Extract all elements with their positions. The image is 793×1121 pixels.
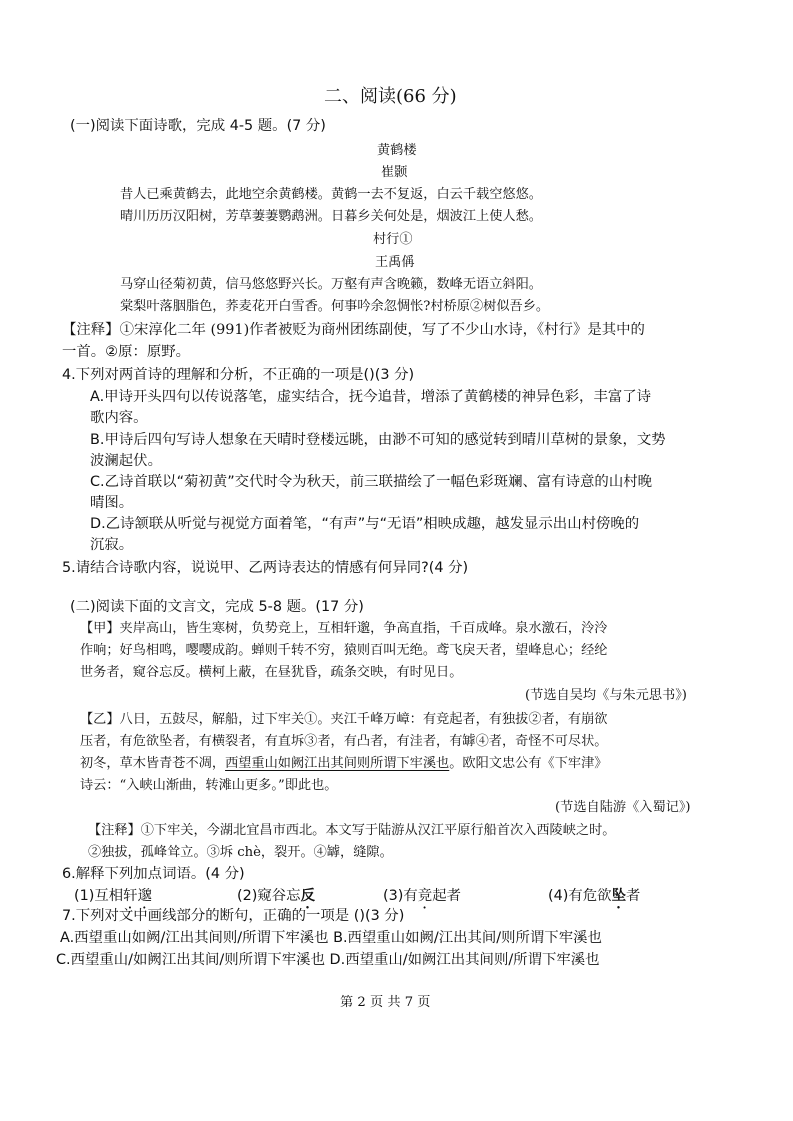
passage-yi-line: 压者，有危欲坠者，有横裂者，有直坼③者，有凸者，有洼者，有罅④者，奇怪不可尽状。 — [80, 734, 608, 749]
dotted-word: 坠 — [611, 888, 626, 904]
passage-jia-line: 作响；好鸟相鸣，嘤嘤成韵。蝉则千转不穷，猿则百叫无绝。鸢飞戾天者，望峰息心；经纶 — [80, 643, 608, 658]
section-title: 二、阅读(66 分) — [324, 86, 457, 107]
underlined-sentence: 西望重山如阙江出其间则所谓下牢溪也 — [225, 756, 450, 771]
poem-section-heading: (一)阅读下面诗歌，完成 4-5 题。(7 分) — [70, 118, 326, 134]
question-7-options-row: C.西望重山/如阙江出其间/则所谓下牢溪也 D.西望重山/如阙江出其间则/所谓下牢溪也 — [56, 952, 600, 968]
poem2-title: 村行① — [373, 232, 413, 247]
passage-yi-source: (节选自陆游《入蜀记》) — [555, 800, 691, 815]
question-4-option-a-cont: 歌内容。 — [90, 410, 148, 426]
poem-note: 【注释】①宋淳化二年 (991)作者被贬为商州团练副使，写了不少山水诗，《村行》是其中的 — [62, 322, 645, 338]
question-6-item-4 — [548, 886, 640, 912]
passage-yi-line: 诗云：“入峡山渐曲，转滩山更多。”即此也。 — [80, 778, 338, 793]
question-7-stem: 7.下列对文中画线部分的断句，正确的一项是 ()(3 分) — [62, 908, 405, 924]
passage-yi-text: 初冬，草木皆青苍不凋， — [80, 756, 226, 771]
item-text: 起者 — [432, 888, 461, 904]
poem2-author: 王禹偁 — [375, 255, 415, 270]
question-4-option-c: C.乙诗首联以“菊初黄”交代时令为秋天，前三联描绘了一幅色彩斑斓、富有诗意的山村晚 — [90, 474, 652, 490]
item-text: (1)互相 — [74, 888, 124, 904]
question-4-option-c-cont: 晴图。 — [90, 495, 134, 511]
question-6-stem: 6.解释下列加点词语。(4 分) — [62, 866, 245, 882]
dotted-word: 反 — [300, 888, 315, 904]
passage-yi-text: 。欧阳文忠公有《下牢津》 — [449, 756, 608, 771]
passage-note: 【注释】①下牢关，今湖北宜昌市西北。本文写于陆游从汉江平原行船首次入西陵峡之时。 — [88, 823, 616, 838]
item-text: 者 — [625, 888, 641, 904]
question-4-option-d: D.乙诗颔联从听觉与视觉方面着笔，“有声”与“无语”相映成趣，越发显示出山村傍晚的 — [90, 516, 640, 532]
poem1-line: 昔人已乘黄鹤去，此地空余黄鹤楼。黄鹤一去不复返，白云千载空悠悠。 — [120, 187, 542, 202]
question-4-option-d-cont: 沉寂。 — [90, 537, 134, 553]
dotted-word: 轩邈 — [123, 888, 152, 904]
poem2-line: 棠梨叶落胭脂色，荞麦花开白雪香。何事吟余忽惆怅?村桥原②树似吾乡。 — [120, 299, 550, 314]
passage-jia-line: 世务者，窥谷忘反。横柯上蔽，在昼犹昏，疏条交映，有时见日。 — [80, 665, 463, 680]
poem1-line: 晴川历历汉阳树，芳草萋萋鹦鹉洲。日暮乡关何处是，烟波江上使人愁。 — [120, 209, 542, 224]
question-4-stem: 4.下列对两首诗的理解和分析，不正确的一项是()(3 分) — [62, 367, 415, 383]
passage-jia-source: (节选自吴均《与朱元思书》) — [525, 688, 687, 703]
question-4-option-b: B.甲诗后四句写诗人想象在天晴时登楼远眺，由渺不可知的感觉转到晴川草树的景象，文势 — [90, 432, 666, 448]
question-7-options-row: A.西望重山如阙/江出其间则/所谓下牢溪也 B.西望重山如阙/江出其间/则所谓下牢溪也 — [60, 930, 602, 946]
poem1-author: 崔颢 — [381, 165, 408, 180]
passage-yi-line: 【乙】八日，五鼓尽，解船，过下牢关①。夹江千峰万嶂：有竞起者，有独拔②者，有崩欲 — [80, 712, 608, 727]
prose-section-heading: (二)阅读下面的文言文，完成 5-8 题。(17 分) — [70, 599, 364, 615]
passage-yi-line — [80, 754, 608, 774]
question-4-option-a: A.甲诗开头四句以传说落笔，虚实结合，抚今追昔，增添了黄鹤楼的神异色彩，丰富了诗 — [90, 389, 652, 405]
poem1-title: 黄鹤楼 — [377, 143, 417, 158]
item-text: (3)有 — [383, 888, 418, 904]
poem2-line: 马穿山径菊初黄，信马悠悠野兴长。万壑有声含晚籁，数峰无语立斜阳。 — [120, 277, 542, 292]
passage-note: ②独拔，孤峰耸立。③坼 chè，裂开。④罅，缝隙。 — [88, 845, 393, 860]
passage-jia-line: 【甲】夹岸高山，皆生寒树，负势竞上，互相轩邈，争高直指，千百成峰。泉水激石，泠泠 — [80, 621, 608, 636]
dotted-word: 竞 — [417, 888, 433, 904]
item-text: (2)窥谷忘 — [237, 888, 301, 904]
question-5-stem: 5.请结合诗歌内容，说说甲、乙两诗表达的情感有何异同?(4 分) — [62, 560, 469, 576]
poem-note: 一首。②原：原野。 — [62, 344, 191, 360]
page-footer: 第 2 页 共 7 页 — [340, 995, 431, 1010]
question-4-option-b-cont: 波澜起伏。 — [90, 453, 162, 469]
item-text: (4)有危欲 — [548, 888, 612, 904]
